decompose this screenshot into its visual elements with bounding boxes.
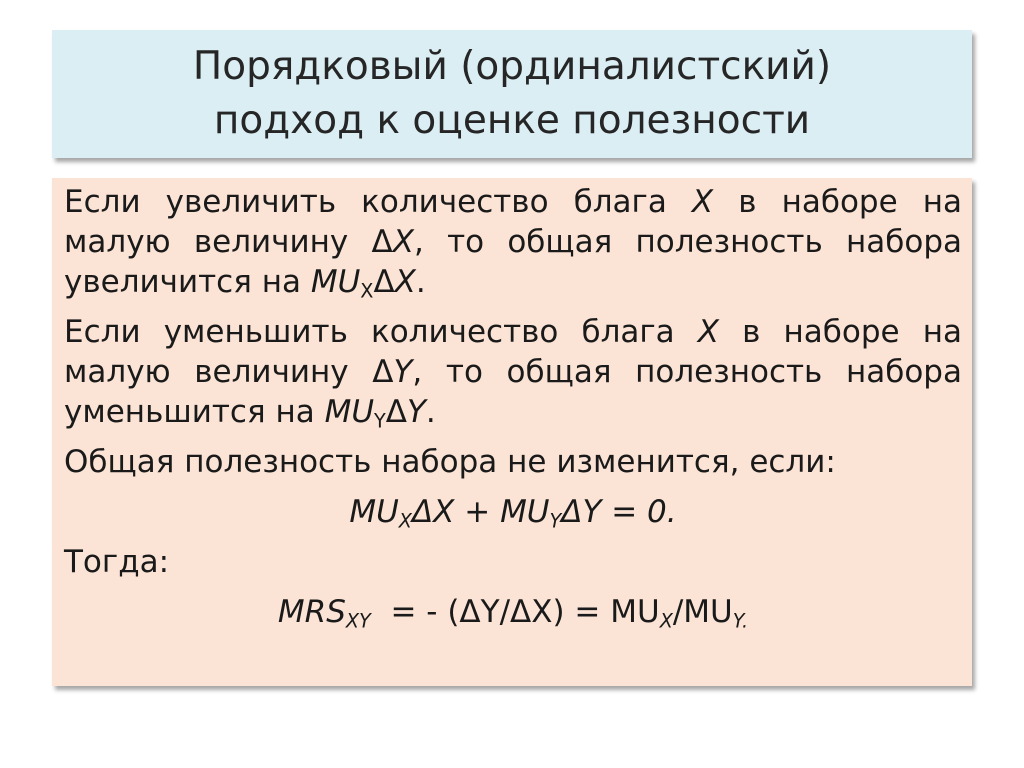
text: Если увеличить количество блага [64,184,692,220]
paragraph-decrease [64,312,962,432]
var: MU [310,264,361,300]
subscript: X [398,509,412,533]
formula-part: MU [349,494,399,530]
text: . [425,394,436,430]
formula-part: MRS [277,594,346,630]
paragraph-increase [64,182,962,302]
paragraph-condition: Общая полезность набора не изменится, если: [64,444,836,480]
var: MU [324,394,375,430]
var: X [697,314,720,350]
formula-part: ΔX + MU [411,494,550,530]
subscript: Y. [732,609,749,633]
subscript: X [360,279,374,303]
content-box [52,178,972,686]
formula-part: = - (ΔY/ΔX) = MU [370,594,660,630]
var: Y [393,354,413,390]
formula-zero-change [64,492,962,532]
text: Δ [373,264,395,300]
paragraph-then: Тогда: [64,544,170,580]
var: X [392,224,414,260]
subscript: Y [549,509,562,533]
title-box [52,30,972,158]
text: , то общая полезность набора увеличится на [64,224,962,300]
text: Если уменьшить количество блага [64,314,698,350]
var: X [394,264,416,300]
subscript: X [659,609,673,633]
subscript: Y [374,409,386,433]
text: Δ [385,394,407,430]
formula-part: /MU [672,594,733,630]
text: в наборе на малую величину Δ [64,184,962,260]
formula-mrs [64,592,962,632]
text: . [415,264,426,300]
var: Y [406,394,426,430]
title-line-2: подход к оценке полезности [213,98,811,143]
text: , то общая полезность набора уменьшится на [64,354,962,430]
var: X [691,184,714,220]
formula-part: ΔY = 0. [561,494,677,530]
title-line-1: Порядковый (ординалистский) [192,44,832,89]
text: в наборе на малую величину Δ [64,314,962,390]
subscript: XY [345,609,371,633]
